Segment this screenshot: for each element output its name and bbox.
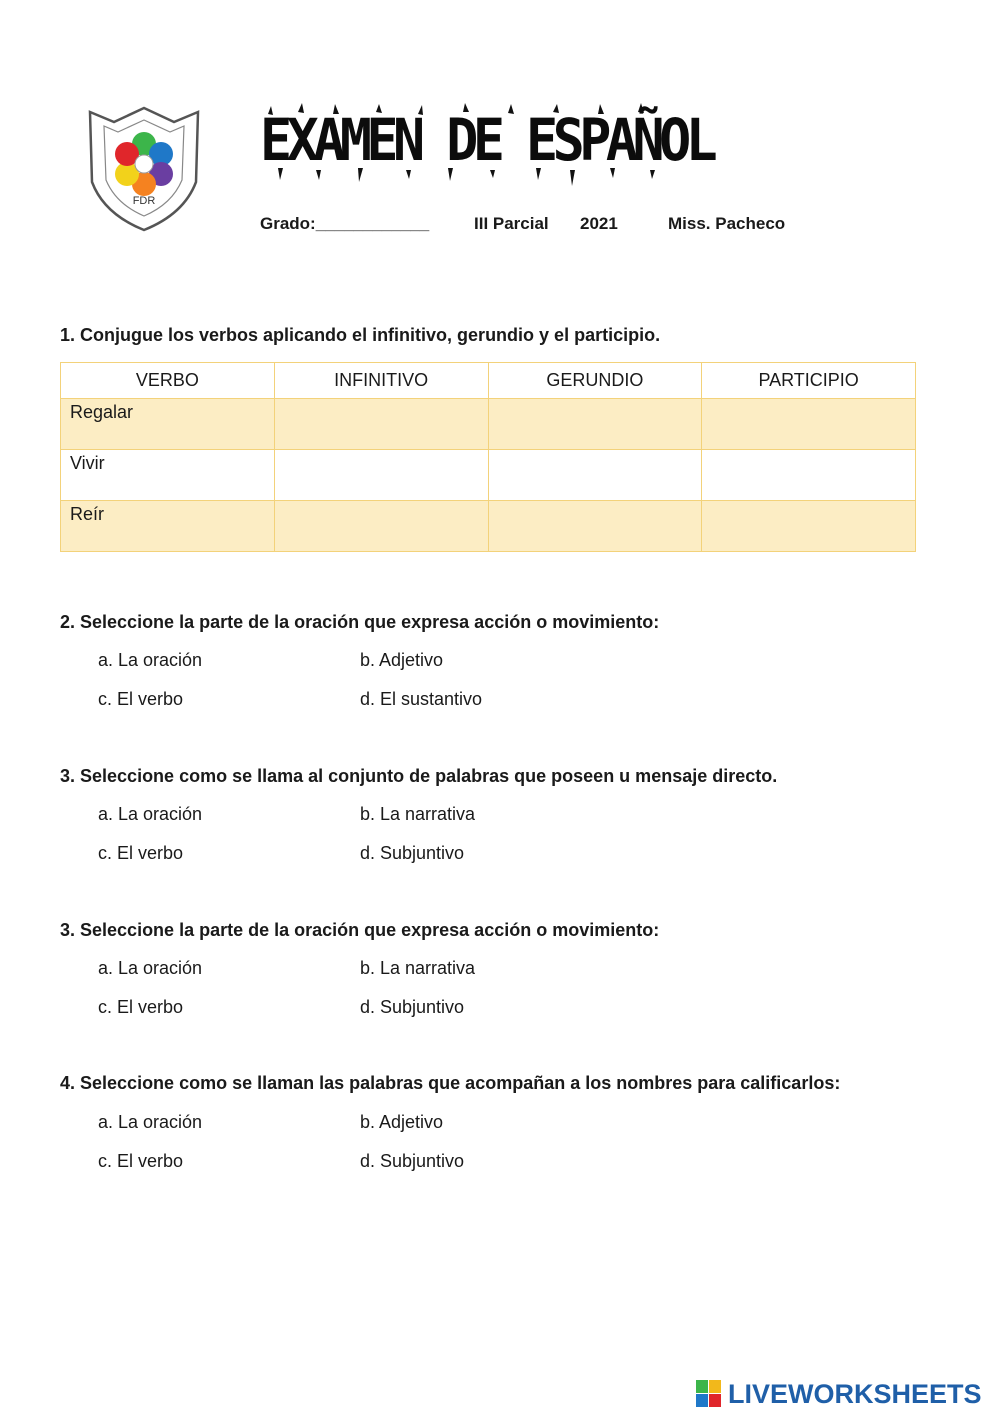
q3-option-a[interactable]: a. La oración — [98, 804, 203, 824]
participio-answer-cell[interactable] — [702, 399, 916, 450]
q2-option-c[interactable]: c. El verbo — [98, 689, 184, 709]
infinitivo-answer-cell[interactable] — [274, 501, 488, 552]
q3b-option-b[interactable]: b. La narrativa — [360, 958, 476, 978]
header-gerundio: GERUNDIO — [488, 363, 702, 399]
q2-option-a[interactable]: a. La oración — [98, 650, 203, 670]
infinitivo-answer-cell[interactable] — [274, 399, 488, 450]
table-row — [61, 399, 916, 450]
q2-option-d[interactable]: d. El sustantivo — [360, 689, 483, 709]
table-row — [61, 450, 916, 501]
q3b-option-a[interactable]: a. La oración — [98, 958, 203, 978]
header-infinitivo: INFINITIVO — [274, 363, 488, 399]
verb-cell: Reír — [61, 501, 275, 552]
question-1-title: 1. Conjugue los verbos aplicando el infinitivo, gerundio y el participio. — [60, 325, 661, 345]
participio-answer-cell[interactable] — [702, 450, 916, 501]
conjugation-table — [60, 362, 916, 552]
title-text: EXAMEN DE ESPAÑOL — [260, 106, 713, 174]
header-verbo: VERBO — [61, 363, 275, 399]
exam-title — [258, 100, 713, 180]
logo-text: FDR — [132, 195, 156, 207]
table-row — [61, 501, 916, 552]
q4-option-c[interactable]: c. El verbo — [98, 1151, 184, 1171]
question-3-title: 3. Seleccione como se llama al conjunto de palabras que poseen u mensaje directo. — [60, 766, 778, 786]
q4-option-a[interactable]: a. La oración — [98, 1112, 203, 1132]
teacher-label: Miss. Pacheco — [668, 214, 786, 233]
q4-option-d[interactable]: d. Subjuntivo — [360, 1151, 465, 1171]
gerundio-answer-cell[interactable] — [488, 399, 702, 450]
q2-option-b[interactable]: b. Adjetivo — [360, 650, 444, 670]
liveworksheets-brand[interactable] — [696, 1378, 982, 1410]
q3b-option-d[interactable]: d. Subjuntivo — [360, 997, 465, 1017]
gerundio-answer-cell[interactable] — [488, 501, 702, 552]
participio-answer-cell[interactable] — [702, 501, 916, 552]
grade-field[interactable]: Grado:____________ — [260, 214, 430, 233]
header-participio: PARTICIPIO — [702, 363, 916, 399]
q4-option-b[interactable]: b. Adjetivo — [360, 1112, 444, 1132]
school-logo — [84, 104, 204, 234]
question-4-title: 4. Seleccione como se llaman las palabras que acompañan a los nombres para calificarlos: — [60, 1073, 841, 1093]
infinitivo-answer-cell[interactable] — [274, 450, 488, 501]
question-2-title: 2. Seleccione la parte de la oración que expresa acción o movimiento: — [60, 612, 660, 632]
question-3b-title: 3. Seleccione la parte de la oración que expresa acción o movimiento: — [60, 920, 660, 940]
brand-name: LIVEWORKSHEETS — [728, 1378, 982, 1409]
q3b-option-c[interactable]: c. El verbo — [98, 997, 184, 1017]
q3-option-d[interactable]: d. Subjuntivo — [360, 843, 465, 863]
verb-cell: Vivir — [61, 450, 275, 501]
verb-cell: Regalar — [61, 399, 275, 450]
year-label: 2021 — [580, 214, 618, 233]
liveworksheets-logo-icon — [696, 1380, 722, 1408]
q3-option-b[interactable]: b. La narrativa — [360, 804, 476, 824]
school-crest-icon — [84, 104, 204, 234]
gerundio-answer-cell[interactable] — [488, 450, 702, 501]
q3-option-c[interactable]: c. El verbo — [98, 843, 184, 863]
table-header-row — [61, 363, 916, 399]
period-label: III Parcial — [474, 214, 549, 233]
